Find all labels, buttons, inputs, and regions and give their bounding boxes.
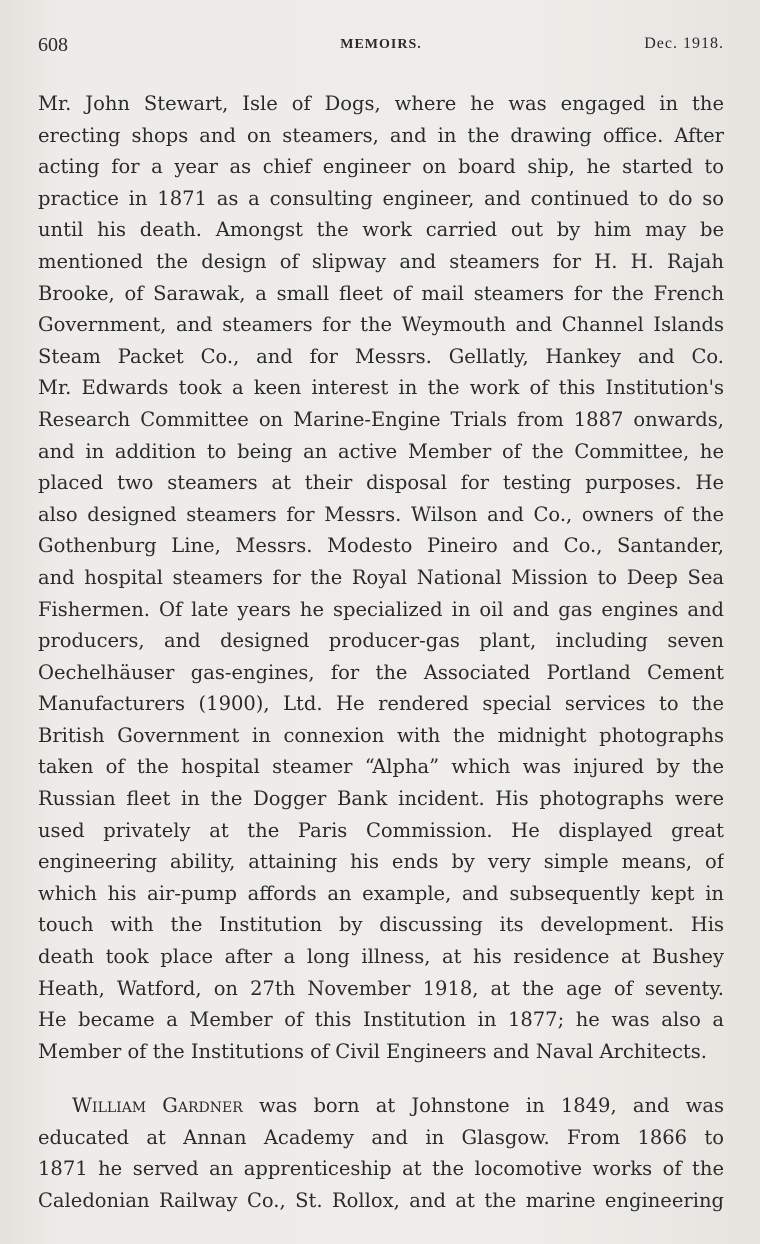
memoir-edwards-continued (38, 88, 724, 1067)
text-line: engineering ability, attaining his ends by very simple means, of (38, 850, 724, 874)
text-line: Heath, Watford, on 27th November 1918, at the age of seventy. (38, 976, 724, 1000)
text-fragment: was born at Johnstone in 1849, and was (258, 1094, 724, 1117)
text-line: Russian fleet in the Dogger Bank incident. His photographs were (38, 787, 724, 811)
text-line: acting for a year as chief engineer on board ship, he started to (38, 155, 724, 179)
text-line: death took place after a long illness, at his residence at Bushey (38, 945, 724, 969)
text-line: until his death. Amongst the work carried out by him may be (38, 218, 724, 242)
text-line: Mr. Edwards took a keen interest in the work of this Institution's (38, 376, 724, 400)
text-line: touch with the Institution by discussing its development. His (38, 913, 724, 937)
memoir-subject-name: William Gardner (72, 1094, 243, 1117)
text-line: He became a Member of this Institution in 1877; he was also a (38, 1008, 724, 1032)
running-date: Dec. 1918. (644, 35, 724, 52)
text-line: taken of the hospital steamer “Alpha” which was injured by the (38, 755, 724, 779)
running-title: MEMOIRS. (340, 37, 422, 52)
text-line: also designed steamers for Messrs. Wilson and Co., owners of the (38, 502, 724, 526)
page-number: 608 (38, 34, 68, 56)
text-line: Steam Packet Co., and for Messrs. Gellatly, Hankey and Co. (38, 344, 724, 368)
text-line: Fishermen. Of late years he specialized in oil and gas engines and (38, 597, 724, 621)
text-line: used privately at the Paris Commission. He displayed great (38, 818, 724, 842)
text-line: Research Committee on Marine-Engine Trials from 1887 onwards, (38, 407, 724, 431)
text-line: mentioned the design of slipway and steamers for H. H. Rajah (38, 249, 724, 273)
text-line: and hospital steamers for the Royal National Mission to Deep Sea (38, 565, 724, 589)
text-line: Brooke, of Sarawak, a small fleet of mail steamers for the French (38, 281, 724, 305)
text-line: Member of the Institutions of Civil Engineers and Naval Architects. (38, 1039, 707, 1063)
text-line: Oechelhäuser gas-engines, for the Associated Portland Cement (38, 660, 724, 684)
memoir-gardner (38, 1090, 724, 1216)
text-line: erecting shops and on steamers, and in the drawing office. After (38, 123, 724, 147)
text-line: British Government in connexion with the midnight photographs (38, 723, 724, 747)
text-line: practice in 1871 as a consulting engineer, and continued to do so (38, 186, 724, 210)
text-line: Manufacturers (1900), Ltd. He rendered special services to the (38, 692, 724, 716)
running-head (38, 34, 724, 60)
text-line: producers, and designed producer-gas plant, including seven (38, 629, 724, 653)
text-line: Caledonian Railway Co., St. Rollox, and at the marine engineering (38, 1188, 724, 1212)
text-line: Mr. John Stewart, Isle of Dogs, where he was engaged in the (38, 92, 724, 115)
text-line: Government, and steamers for the Weymouth and Channel Islands (38, 313, 724, 337)
text-line: which his air-pump affords an example, and subsequently kept in (38, 881, 724, 905)
text-line: Gothenburg Line, Messrs. Modesto Pineiro and Co., Santander, (38, 534, 724, 558)
text-line: placed two steamers at their disposal for testing purposes. He (38, 471, 724, 495)
text-line: educated at Annan Academy and in Glasgow. From 1866 to (38, 1125, 724, 1149)
memoir-first-line (38, 1090, 724, 1122)
text-line: 1871 he served an apprenticeship at the locomotive works of the (38, 1157, 724, 1181)
text-line: and in addition to being an active Member of the Committee, he (38, 439, 724, 463)
